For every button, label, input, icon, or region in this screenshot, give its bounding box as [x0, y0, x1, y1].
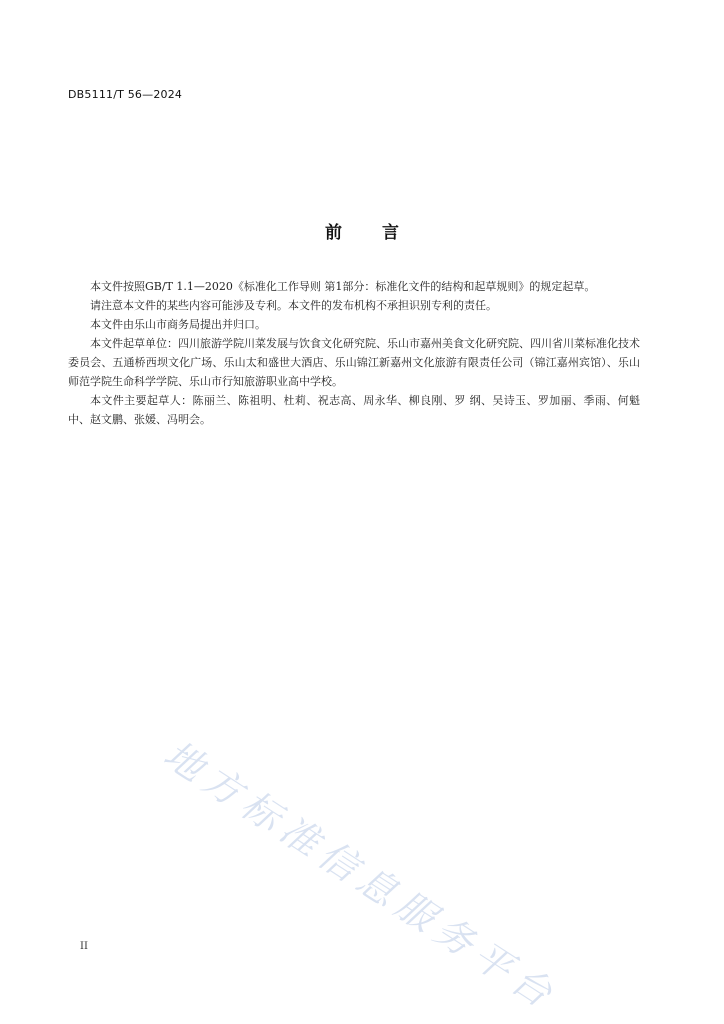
- document-code: DB5111/T 56—2024: [68, 88, 183, 101]
- preface-body: [68, 277, 640, 429]
- page-title: 前言: [325, 223, 439, 243]
- paragraph-drafting-rules: 本文件按照GB/T 1.1—2020《标准化工作导则 第1部分：标准化文件的结构和起草规则》的规定起草。: [90, 280, 596, 293]
- watermark: 地方标准信息服务平台: [156, 731, 566, 1020]
- page-number: II: [80, 941, 88, 952]
- paragraph-patent-notice: 请注意本文件的某些内容可能涉及专利。本文件的发布机构不承担识别专利的责任。: [90, 299, 497, 312]
- paragraph-proposer: 本文件由乐山市商务局提出并归口。: [90, 318, 266, 331]
- paragraph-drafting-units: 本文件起草单位：四川旅游学院川菜发展与饮食文化研究院、乐山市嘉州美食文化研究院、四川省川菜标准化技术委员会、五通桥西坝文化广场、乐山太和盛世大酒店、乐山锦江新嘉州文化旅游有限责任公司（锦江嘉州宾馆）、乐山师范学院生命科学学院、乐山市行知旅游职业高中学校。: [68, 337, 640, 388]
- paragraph-drafters: 本文件主要起草人：陈丽兰、陈祖明、杜莉、祝志高、周永华、柳良刚、罗 纲、吴诗玉、罗加丽、季雨、何魁中、赵文鹏、张媛、冯明会。: [68, 394, 640, 426]
